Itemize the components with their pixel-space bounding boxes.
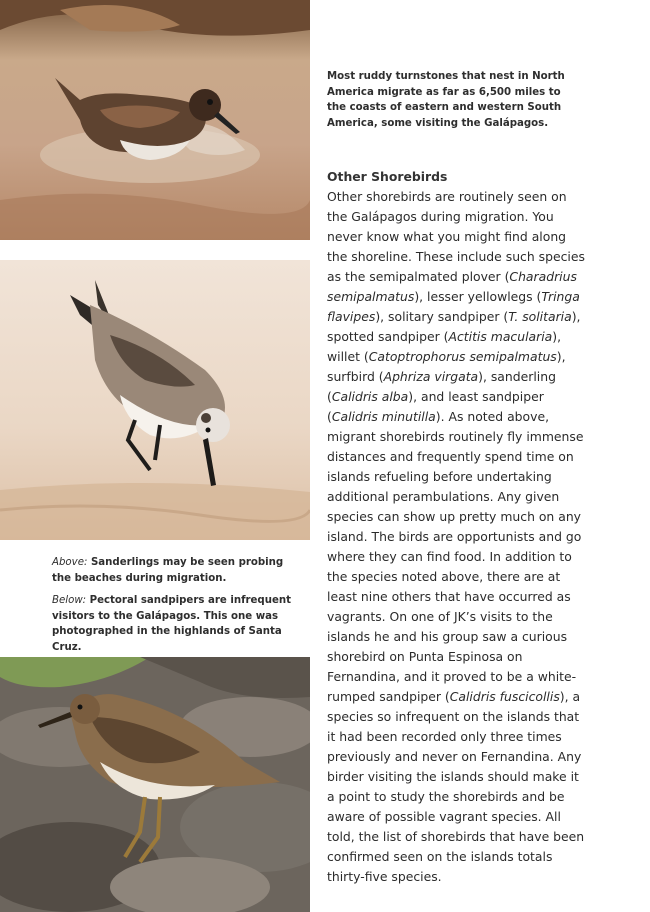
- caption-below-text: Pectoral sandpipers are infrequent visitors to the Galápagos. This one was photographed in the highlands of Santa Cruz.: [52, 595, 292, 653]
- caption-pectoral-sandpiper: [52, 593, 307, 655]
- species-name: Aphriza virgata: [383, 369, 479, 384]
- article-text: ), sanderling (: [327, 369, 556, 404]
- article-text: ). As noted above, migrant shorebirds routinely fly immense distances and frequently spend time on islands refueling before undertaking additional perambulations. Any given species can show up pretty much on any island. The birds are opportunists and go where they can find food. In addition to the species noted above, there are at least nine others that have occurred as vagrants. On one of JK’s visits to the islands he and his group saw a curious shorebird on Punta Espinosa on Fernandina, and it proved to be a white-rumped sandpiper (: [327, 409, 584, 704]
- section-heading: Other Shorebirds: [327, 169, 448, 184]
- caption-ruddy-turnstone: Most ruddy turnstones that nest in North America migrate as far as 6,500 miles to the coasts of eastern and western South America, some visiting the Galápagos.: [327, 71, 565, 129]
- photo-sanderling: [0, 260, 310, 540]
- species-name: Charadrius semipalmatus: [327, 269, 577, 304]
- article-text: ), a species so infrequent on the islands that it had been recorded only three times previously and never on Fernandina. Any birder visiting the islands should make it a point to study the shorebirds and be aware of possible vagrant species. All told, the list of shorebirds that have been confirmed seen on the islands totals thirty-five species.: [327, 689, 585, 884]
- species-name: Calidris alba: [331, 389, 409, 404]
- photo-pectoral-sandpiper: [0, 657, 310, 912]
- species-name: Actitis macularia: [448, 329, 553, 344]
- article-text: ), and least sandpiper (: [327, 389, 544, 424]
- species-name: Calidris fuscicollis: [449, 689, 560, 704]
- photo-ruddy-turnstone: [0, 0, 310, 240]
- species-name: Catoptrophorus semipalmatus: [368, 349, 557, 364]
- article-text: ), solitary sandpiper (: [375, 309, 509, 324]
- article-other-shorebirds: [327, 167, 589, 887]
- article-text: Other shorebirds are routinely seen on the Galápagos during migration. You never know what you might find along the shoreline. These include such species as the semipalmated plover (: [327, 189, 585, 284]
- article-text: ), lesser yellowlegs (: [414, 289, 542, 304]
- caption-above-lead: Above:: [52, 557, 88, 568]
- species-name: T. solitaria: [508, 309, 572, 324]
- species-name: Calidris minutilla: [331, 409, 436, 424]
- caption-above-text: Sanderlings may be seen probing the beaches during migration.: [52, 557, 284, 584]
- caption-below-lead: Below:: [52, 595, 87, 606]
- caption-sanderling: [52, 555, 302, 586]
- article-body: [327, 187, 589, 887]
- article-text: ), willet (: [327, 329, 562, 364]
- species-name: Tringa flavipes: [327, 289, 580, 324]
- article-text: ), spotted sandpiper (: [327, 309, 581, 344]
- article-text: ), surfbird (: [327, 349, 566, 384]
